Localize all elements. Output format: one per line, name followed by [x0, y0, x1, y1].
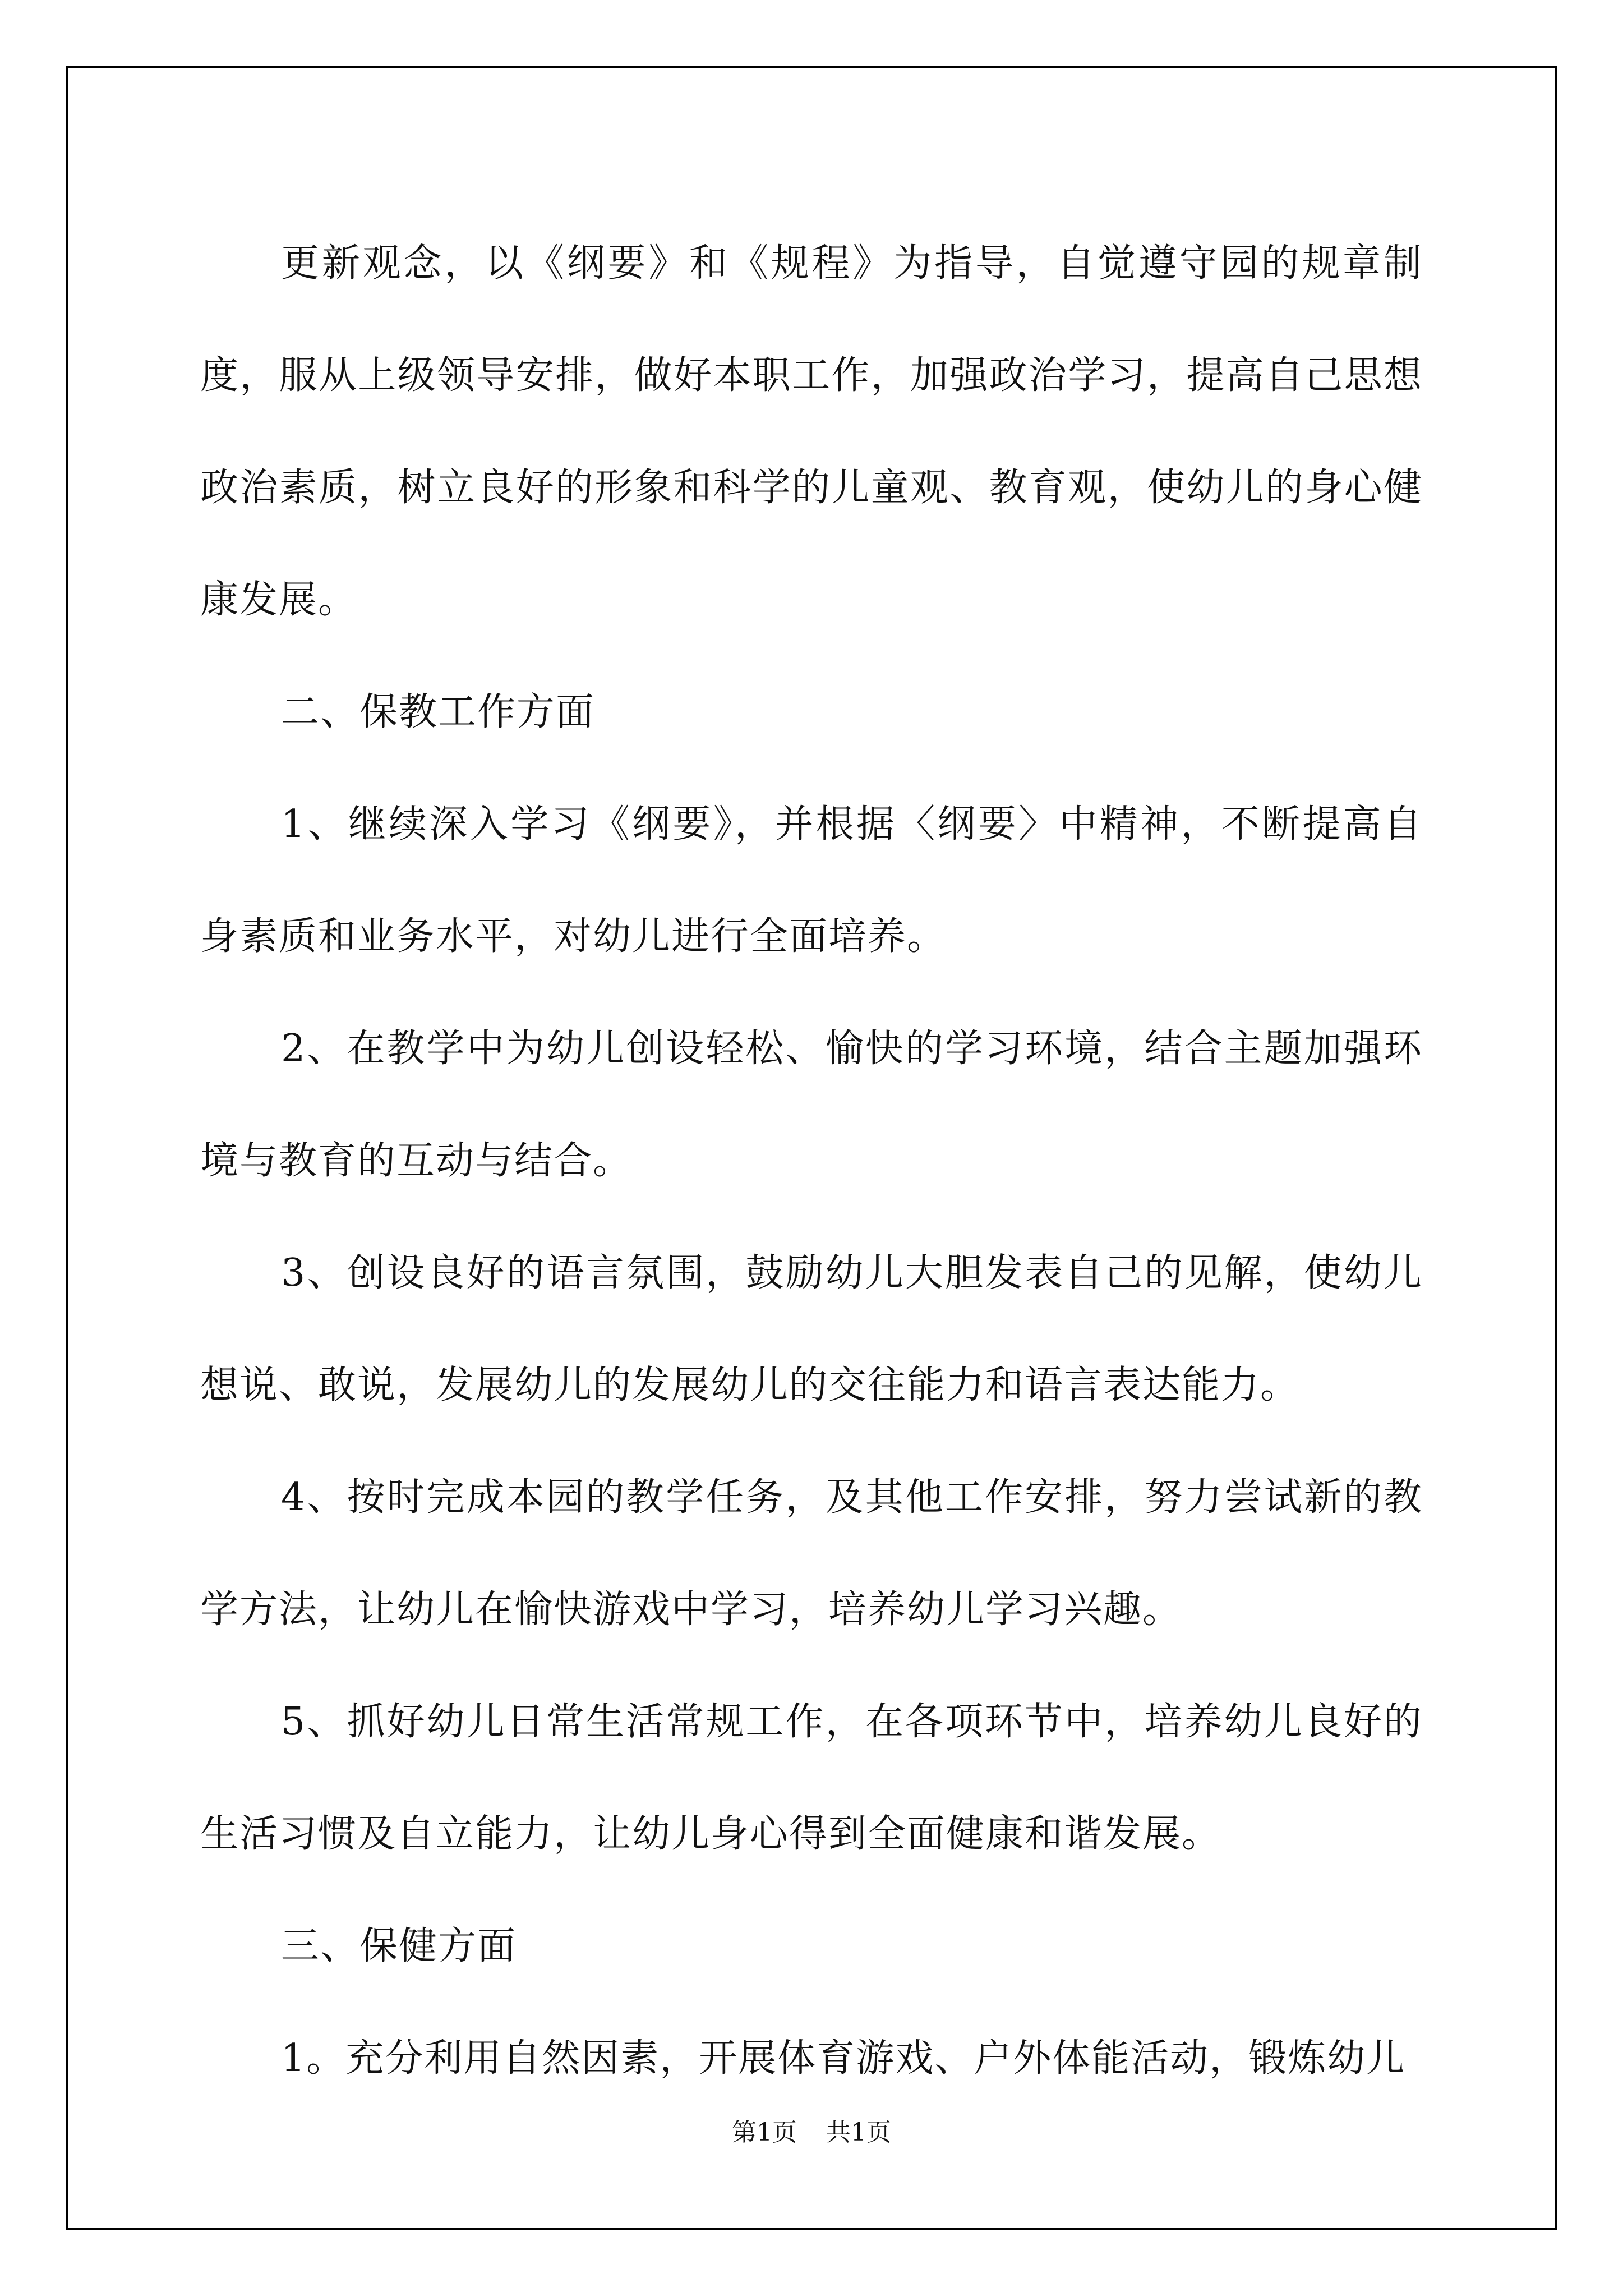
list-item-3: 3、创设良好的语言氛围，鼓励幼儿大胆发表自己的见解，使幼儿想说、敢说，发展幼儿的发展幼儿的交往能力和语言表达能力。	[200, 1251, 1423, 1407]
page-number-total: 共1页	[826, 2118, 891, 2147]
list-item-2: 2、在教学中为幼儿创设轻松、愉快的学习环境，结合主题加强环境与教育的互动与结合。	[200, 1027, 1423, 1183]
list-item-1: 1、继续深入学习《纲要》，并根据〈纲要〉中精神，不断提高自身素质和业务水平，对幼儿进行全面培养。	[200, 802, 1423, 959]
health-list-item-1: 1。充分利用自然因素，开展体育游戏、户外体能活动，锻炼幼儿	[281, 2036, 1406, 2081]
section-heading-childcare: 二、保教工作方面	[281, 690, 596, 734]
page-number-current: 第1页	[732, 2118, 797, 2147]
list-item-5: 5、抓好幼儿日常生活常规工作，在各项环节中，培养幼儿良好的生活习惯及自立能力，让幼儿身心得到全面健康和谐发展。	[200, 1700, 1423, 1856]
page-footer	[0, 2116, 1623, 2150]
paragraph-intro: 更新观念，以《纲要》和《规程》为指导，自觉遵守园的规章制度，服从上级领导安排，做好本职工作，加强政治学习，提高自己思想政治素质，树立良好的形象和科学的儿童观、教育观，使幼儿的身心健康发展。	[200, 241, 1423, 622]
list-item-4: 4、按时完成本园的教学任务，及其他工作安排，努力尝试新的教学方法，让幼儿在愉快游戏中学习，培养幼儿学习兴趣。	[200, 1475, 1423, 1632]
section-heading-health: 三、保健方面	[281, 1924, 517, 1968]
document-body	[200, 208, 1423, 2115]
